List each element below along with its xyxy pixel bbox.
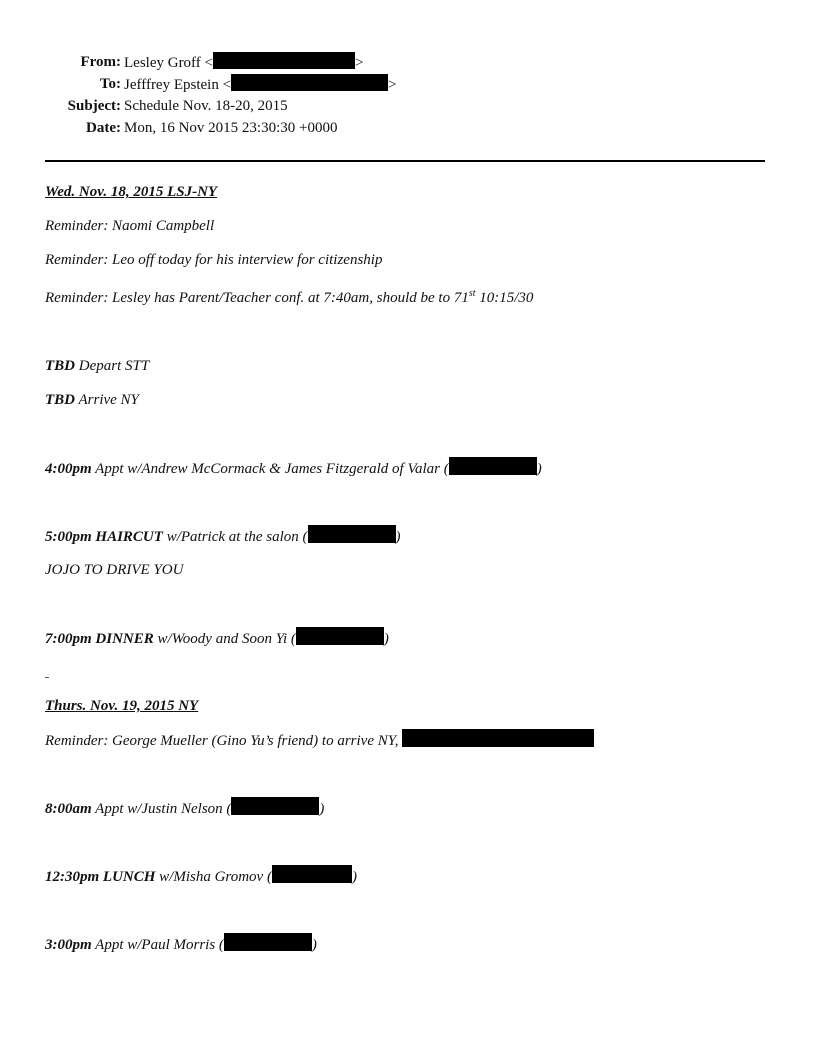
- appt2-text: Appt w/Paul Morris (: [91, 937, 224, 953]
- arrive-text: Arrive NY: [75, 392, 139, 408]
- dinner-line: [45, 627, 785, 649]
- reminder-3-text: Reminder: Lesley has Parent/Teacher conf. at 7:40am, should be to 71: [45, 290, 469, 306]
- appt1-time: 8:00am: [45, 801, 92, 817]
- date-row: [0, 118, 420, 138]
- to-row: [0, 74, 420, 94]
- arrive-line: [45, 389, 785, 411]
- lunch-time: 12:30pm LUNCH: [45, 869, 156, 885]
- redaction-block: [449, 457, 537, 475]
- dinner-time: 7:00pm DINNER: [45, 631, 154, 647]
- close-paren: ): [351, 869, 357, 885]
- day2-reminder-1: [45, 729, 785, 751]
- close-paren: ): [311, 937, 317, 953]
- to-close: >: [388, 77, 397, 93]
- stray-mark: [45, 677, 49, 678]
- reminder-3-end: 10:15/30: [475, 290, 534, 306]
- redaction-block: [308, 525, 396, 543]
- redaction-block: [224, 933, 312, 951]
- close-paren: ): [395, 529, 401, 545]
- appt2-time: 3:00pm: [45, 937, 92, 953]
- subject-value: Schedule Nov. 18-20, 2015: [124, 98, 288, 114]
- header-divider: [45, 160, 765, 162]
- depart-line: [45, 355, 785, 377]
- reminder-text: Reminder: George Mueller (Gino Yu’s friend) to arrive NY,: [45, 733, 403, 749]
- depart-time: TBD: [45, 358, 75, 374]
- appt-valar-line: [45, 457, 785, 479]
- haircut-line: [45, 525, 785, 547]
- subject-row: [0, 96, 420, 116]
- to-value: [124, 74, 397, 95]
- from-row: [0, 52, 420, 72]
- lunch-text: w/Misha Gromov (: [155, 869, 272, 885]
- reminder-3-sup: st: [468, 288, 476, 299]
- day2-heading-text: Thurs. Nov. 19, 2015 NY: [45, 698, 199, 714]
- close-paren: ): [536, 461, 542, 477]
- appt-time: 4:00pm: [45, 461, 92, 477]
- from-value: [124, 52, 363, 73]
- haircut-time: 5:00pm HAIRCUT: [45, 529, 163, 545]
- date-label: Date:: [86, 120, 121, 136]
- jojo-line: JOJO TO DRIVE YOU: [45, 562, 184, 578]
- redaction-block: [231, 74, 388, 91]
- appt-morris-line: [45, 933, 785, 955]
- dinner-text: w/Woody and Soon Yi (: [153, 631, 296, 647]
- lunch-line: [45, 865, 785, 887]
- depart-text: Depart STT: [75, 358, 150, 374]
- from-label: From:: [80, 54, 121, 70]
- from-close: >: [355, 55, 364, 71]
- date-value: Mon, 16 Nov 2015 23:30:30 +0000: [124, 120, 338, 136]
- redaction-block: [402, 729, 594, 747]
- arrive-time: TBD: [45, 392, 75, 408]
- redaction-block: [231, 797, 319, 815]
- redaction-block: [296, 627, 384, 645]
- close-paren: ): [319, 801, 325, 817]
- day1-reminder-1: Reminder: Naomi Campbell: [45, 218, 215, 234]
- to-label: To:: [99, 76, 121, 92]
- day2-heading: [45, 695, 785, 717]
- subject-label: Subject:: [67, 98, 121, 114]
- appt-text: Appt w/Andrew McCormack & James Fitzgerald of Valar (: [91, 461, 449, 477]
- redaction-block: [272, 865, 352, 883]
- day1-heading: [45, 181, 785, 203]
- appt-nelson-line: [45, 797, 785, 819]
- close-paren: ): [383, 631, 389, 647]
- day1-reminder-3: [45, 287, 785, 309]
- day1-reminder-2: Reminder: Leo off today for his interview for citizenship: [45, 252, 383, 268]
- to-name: Jefffrey Epstein <: [124, 77, 232, 93]
- day1-heading-text: Wed. Nov. 18, 2015 LSJ-NY: [45, 184, 218, 200]
- redaction-block: [213, 52, 355, 69]
- from-name: Lesley Groff <: [124, 55, 213, 71]
- haircut-text: w/Patrick at the salon (: [162, 529, 308, 545]
- appt1-text: Appt w/Justin Nelson (: [91, 801, 232, 817]
